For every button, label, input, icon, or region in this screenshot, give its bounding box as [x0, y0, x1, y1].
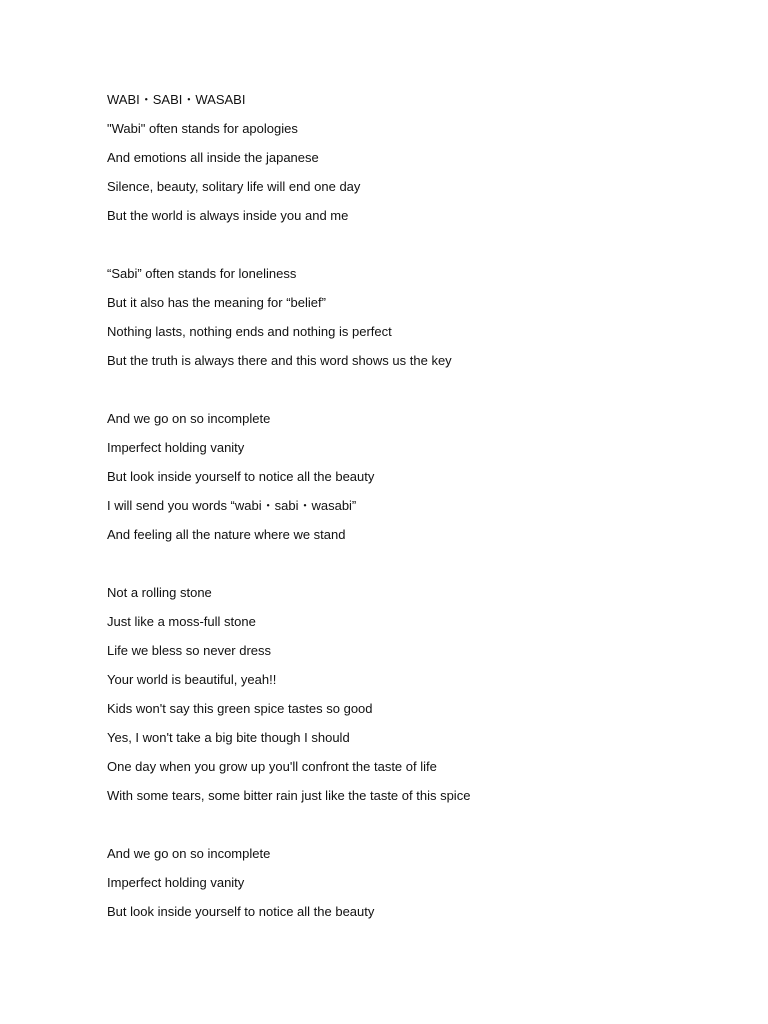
lyric-line: Imperfect holding vanity [107, 440, 245, 455]
lyric-line: Life we bless so never dress [107, 643, 272, 658]
lyric-line: But the truth is always there and this word shows us the key [107, 353, 452, 368]
lyric-line: Just like a moss-full stone [107, 614, 256, 629]
stanza-1 [107, 90, 727, 235]
lyric-line: And emotions all inside the japanese [107, 150, 319, 165]
lyric-line: Silence, beauty, solitary life will end one day [107, 179, 361, 194]
lyric-line: Yes, I won't take a big bite though I should [107, 730, 350, 745]
stanza-5 [107, 844, 727, 931]
lyric-line: Kids won't say this green spice tastes so good [107, 701, 373, 716]
lyric-line: Not a rolling stone [107, 585, 212, 600]
stanza-3 [107, 409, 727, 554]
lyric-line: And we go on so incomplete [107, 411, 271, 426]
lyric-line: “Sabi” often stands for loneliness [107, 266, 297, 281]
lyric-line: I will send you words “wabi・sabi・wasabi” [107, 498, 357, 513]
lyric-line: But it also has the meaning for “belief” [107, 295, 326, 310]
lyric-line: But the world is always inside you and me [107, 208, 349, 223]
lyric-line: Your world is beautiful, yeah!! [107, 672, 277, 687]
lyric-line: WABI・SABI・WASABI [107, 92, 246, 107]
lyric-line: And we go on so incomplete [107, 846, 271, 861]
lyric-line: Nothing lasts, nothing ends and nothing is perfect [107, 324, 392, 339]
lyric-line: One day when you grow up you'll confront the taste of life [107, 759, 437, 774]
lyric-line: Imperfect holding vanity [107, 875, 245, 890]
lyric-line: But look inside yourself to notice all the beauty [107, 469, 375, 484]
document-page [107, 90, 727, 931]
lyric-line: But look inside yourself to notice all the beauty [107, 904, 375, 919]
lyric-line: "Wabi" often stands for apologies [107, 121, 298, 136]
stanza-2 [107, 264, 727, 380]
stanza-4 [107, 583, 727, 815]
lyric-line: And feeling all the nature where we stand [107, 527, 346, 542]
lyric-line: With some tears, some bitter rain just like the taste of this spice [107, 788, 471, 803]
